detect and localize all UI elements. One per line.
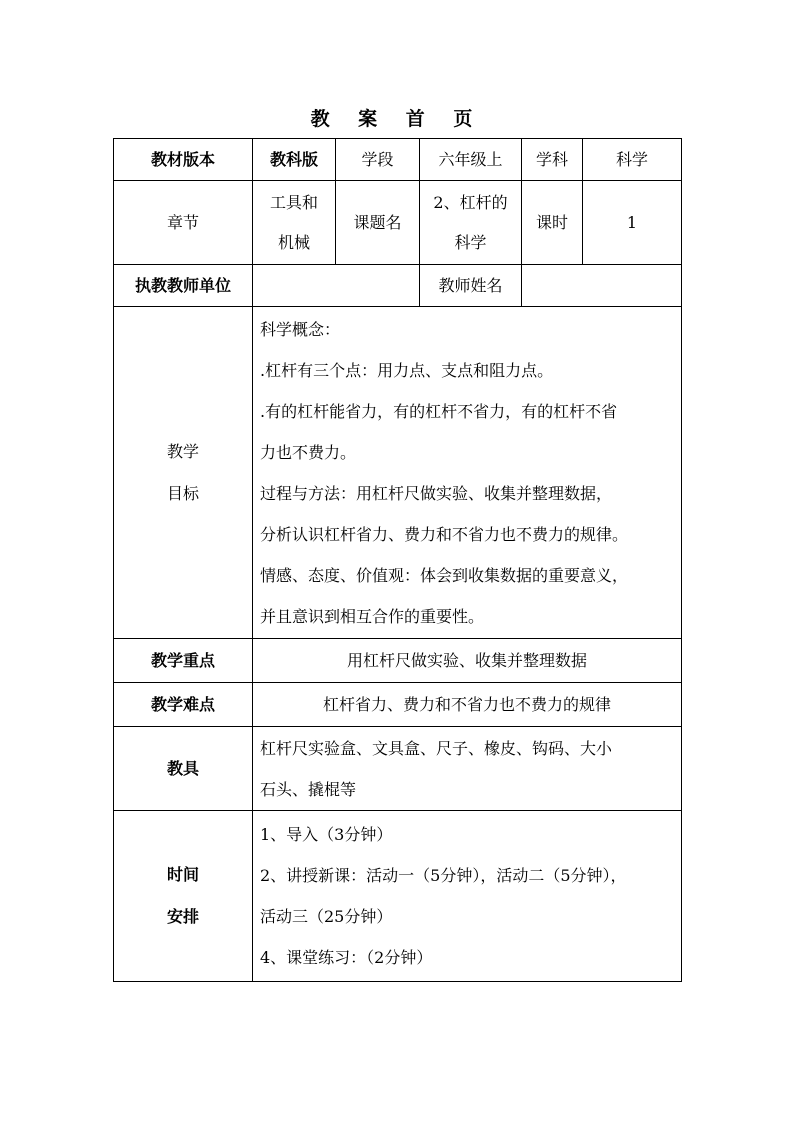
- subject-label: 学科: [522, 139, 583, 181]
- teacher-label: 教师姓名: [420, 265, 522, 307]
- schedule-line: 1、导入（3分钟）: [260, 825, 393, 844]
- tools-line: 石头、撬棍等: [260, 779, 357, 799]
- table-row: [114, 181, 682, 265]
- table-row: [114, 727, 682, 811]
- lesson-plan-table: [113, 138, 682, 982]
- chapter-label: 章节: [114, 181, 253, 265]
- period-label: 课时: [522, 181, 583, 265]
- objectives-line: 科学概念：: [260, 319, 341, 339]
- edition-label: 教材版本: [114, 139, 253, 181]
- objectives-line: 分析认识杠杆省力、费力和不省力也不费力的规律。: [260, 524, 629, 544]
- schedule-line: 4、课堂练习：（2分钟）: [260, 948, 433, 967]
- objectives-label-line1: 教学: [166, 441, 199, 461]
- objectives-label-line2: 目标: [166, 483, 199, 503]
- objectives-line: .有的杠杆能省力，有的杠杆不省力，有的杠杆不省: [260, 401, 618, 421]
- topic-value: [420, 181, 522, 265]
- difficulty-value: 杠杆省力、费力和不省力也不费力的规律: [253, 683, 682, 727]
- schedule-label-line1: 时间: [166, 865, 199, 884]
- objectives-line: 过程与方法：用杠杆尺做实验、收集并整理数据，: [260, 483, 613, 503]
- schedule-label: [114, 811, 253, 982]
- table-row: [114, 639, 682, 683]
- chapter-value-line2: 机械: [277, 232, 310, 252]
- topic-value-line2: 科学: [454, 232, 487, 252]
- objectives-line: 情感、态度、价值观：体会到收集数据的重要意义，: [260, 565, 629, 585]
- unit-label: 执教教师单位: [114, 265, 253, 307]
- schedule-content: [253, 811, 682, 982]
- schedule-line: 活动三（25分钟）: [260, 907, 393, 926]
- key-point-value: 用杠杆尺做实验、收集并整理数据: [253, 639, 682, 683]
- grade-label: 学段: [336, 139, 420, 181]
- tools-value: [253, 727, 682, 811]
- objectives-line: 力也不费力。: [260, 442, 357, 462]
- period-value: 1: [583, 181, 682, 265]
- unit-value[interactable]: [253, 265, 420, 307]
- page-title: 教 案 首 页: [310, 108, 484, 130]
- chapter-value: [253, 181, 336, 265]
- schedule-label-line2: 安排: [166, 907, 199, 926]
- difficulty-label: 教学难点: [114, 683, 253, 727]
- objectives-label: [114, 307, 253, 639]
- tools-line: 杠杆尺实验盒、文具盒、尺子、橡皮、钩码、大小: [260, 738, 613, 758]
- chapter-value-line1: 工具和: [269, 192, 318, 212]
- subject-value: 科学: [583, 139, 682, 181]
- objectives-line: 并且意识到相互合作的重要性。: [260, 606, 485, 626]
- table-row: [114, 139, 682, 181]
- table-row: [114, 265, 682, 307]
- tools-label: 教具: [114, 727, 253, 811]
- table-row: [114, 811, 682, 982]
- objectives-line: .杠杆有三个点：用力点、支点和阻力点。: [260, 360, 554, 380]
- table-row: [114, 683, 682, 727]
- table-row: [114, 307, 682, 639]
- topic-value-line1: 2、杠杆的: [433, 192, 508, 212]
- schedule-line: 2、讲授新课：活动一（5分钟），活动二（5分钟），: [260, 866, 627, 885]
- key-point-label: 教学重点: [114, 639, 253, 683]
- edition-value: 教科版: [253, 139, 336, 181]
- objectives-content: [253, 307, 682, 639]
- teacher-value[interactable]: [522, 265, 682, 307]
- topic-label: 课题名: [336, 181, 420, 265]
- grade-value: 六年级上: [420, 139, 522, 181]
